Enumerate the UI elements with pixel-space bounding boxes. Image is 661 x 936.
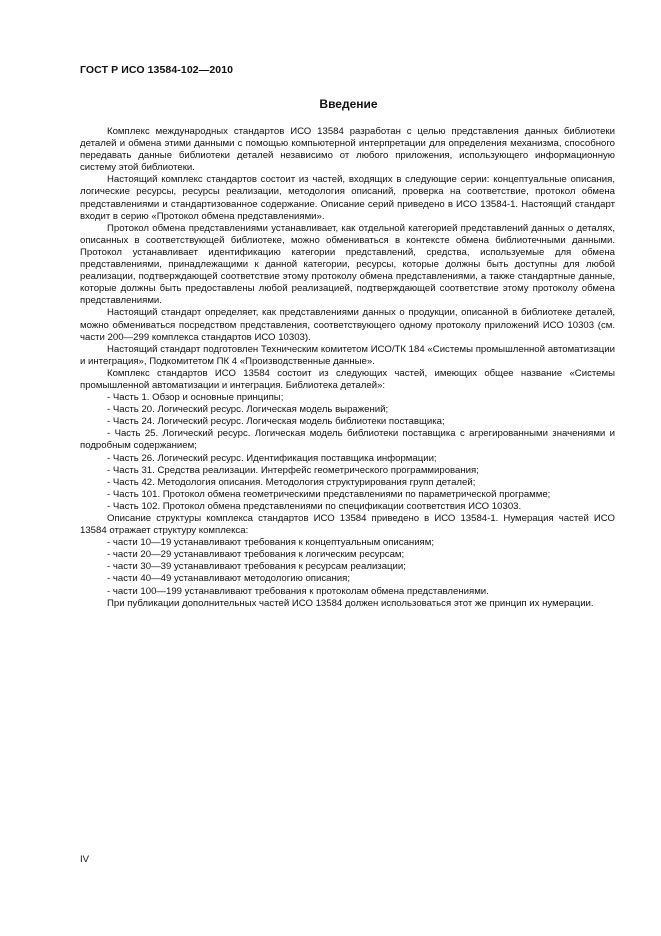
list-item: - части 100—199 устанавливают требования к протоколам обмена представлениями. — [107, 585, 489, 597]
paragraph: Настоящий комплекс стандартов состоит из частей, входящих в следующие серии: концептуальные описания, логические ресурсы, ресурсы реализации, методология описаний, проверка на соответствие, протокол обмена представлениями и стандартизованное содержание. Описание серий приведено в ИСО 13584-1. Настоящий стандарт входит в серию «Протокол обмена представлениями». — [80, 174, 615, 222]
paragraph: Комплекс стандартов ИСО 13584 состоит из следующих частей, имеющих общее название «Системы промышленной автоматизации и интеграция. Библиотека деталей»: — [80, 367, 615, 391]
list-item: - Часть 25. Логический ресурс. Логическая модель библиотеки поставщика с агрегированными значениями и подробным содержанием; — [80, 428, 615, 452]
list-item: - Часть 1. Обзор и основные принципы; — [107, 392, 284, 404]
paragraph: Протокол обмена представлениями устанавливает, как отдельной категорией представлений данных о деталях, описанных в соответствующей библиотеке, можно обмениваться в контексте обмена библиотечными данными. Протокол устанавливает идентификацию категории представлений, средства, используемые для обмена представлениями, принадлежащими к данной категории, ресурсы, которые должны быть доступны для любой реализации, подтверждающей соответствие этому протоколу обмена представлениями, а также стандартные данные, которые должны быть предоставлены любой реализацией, подтверждающей соответствие этому протоколу обмена представлениями. — [80, 222, 615, 307]
list-item: - Часть 42. Методология описания. Методология структурирования групп деталей; — [107, 476, 476, 488]
document-body — [80, 126, 615, 610]
list-item: - части 20—29 устанавливают требования к логическим ресурсам; — [107, 549, 405, 561]
paragraph: Настоящий стандарт подготовлен Техническим комитетом ИСО/ТК 184 «Системы промышленной автоматизации и интеграция», Подкомитетом ПК 4 «Производственные данные». — [80, 343, 615, 367]
list-item: - Часть 31. Средства реализации. Интерфейс геометрического программирования; — [107, 464, 479, 476]
paragraph: При публикации дополнительных частей ИСО 13584 должен использоваться этот же принцип их нумерации. — [107, 597, 594, 609]
list-item: - Часть 101. Протокол обмена геометрическими представлениями по параметрической программе; — [107, 488, 551, 500]
list-item: - части 10—19 устанавливают требования к концептуальным описаниям; — [107, 537, 435, 549]
list-item: - части 30—39 устанавливают требования к ресурсам реализации; — [107, 561, 406, 573]
paragraph: Описание структуры комплекса стандартов ИСО 13584 приведено в ИСО 13584-1. Нумерация частей ИСО 13584 отражает структуру комплекса: — [80, 513, 615, 537]
document-code-header: ГОСТ Р ИСО 13584-102—2010 — [80, 64, 234, 76]
page-number: IV — [80, 854, 90, 865]
list-item: - Часть 26. Логический ресурс. Идентификация поставщика информации; — [107, 452, 437, 464]
list-item: - Часть 24. Логический ресурс. Логическая модель библиотеки поставщика; — [107, 416, 445, 428]
paragraph: Комплекс международных стандартов ИСО 13584 разработан с целью представления данных библиотеки деталей и обмена этими данными с помощью компьютерной интерпретации для определения механизма, способного передавать данные библиотеки деталей независимо от любого приложения, использующего информационную систему этой библиотеки. — [80, 126, 615, 174]
list-item: - Часть 20. Логический ресурс. Логическая модель выражений; — [107, 404, 389, 416]
paragraph: Настоящий стандарт определяет, как представлениями данных о продукции, описанной в библиотеке деталей, можно обмениваться посредством представления, соответствующего одному протоколу приложений ИСО 10303 (см. части 200—299 комплекса стандартов ИСО 10303). — [80, 307, 615, 343]
section-title: Введение — [319, 97, 378, 111]
list-item: - части 40—49 устанавливают методологию описания; — [107, 573, 351, 585]
list-item: - Часть 102. Протокол обмена представлениями по спецификации соответствия ИСО 10303. — [107, 500, 522, 512]
